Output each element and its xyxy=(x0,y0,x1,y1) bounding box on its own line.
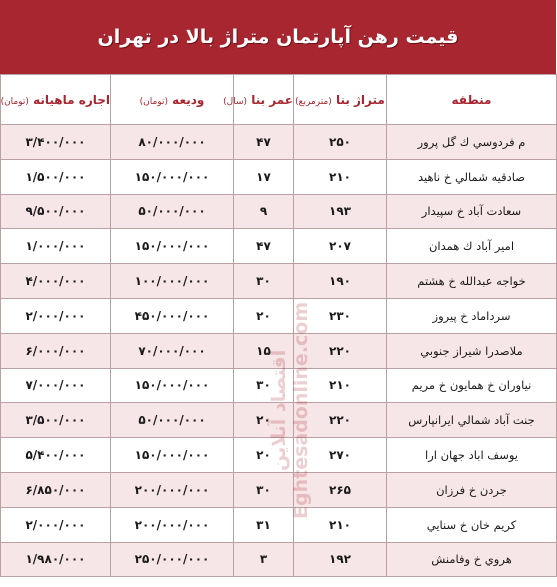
region-cell: خواجه عبدالله خ هشتم xyxy=(387,264,557,299)
region-cell: امير آباد ك همدان xyxy=(387,229,557,264)
area-cell: ۲۶۵ xyxy=(294,472,387,507)
header-region-label: منطقه xyxy=(451,92,492,107)
age-cell: ۳۱ xyxy=(234,507,294,542)
region-cell: سعادت آباد خ سپيدار xyxy=(387,194,557,229)
table-row xyxy=(1,403,557,438)
rent-cell: ۲/۰۰۰/۰۰۰ xyxy=(1,507,111,542)
deposit-cell: ۱۵۰/۰۰۰/۰۰۰ xyxy=(111,368,234,403)
deposit-cell: ۱۰۰/۰۰۰/۰۰۰ xyxy=(111,264,234,299)
watermark-latin: Eghtesadonline.com xyxy=(290,301,312,519)
deposit-cell: ۷۰/۰۰۰/۰۰۰ xyxy=(111,333,234,368)
rent-cell: ۶/۸۵۰/۰۰۰ xyxy=(1,472,111,507)
area-cell: ۲۷۰ xyxy=(294,438,387,473)
table-row xyxy=(1,298,557,333)
age-cell: ۱۷ xyxy=(234,159,294,194)
area-cell: ۲۱۰ xyxy=(294,159,387,194)
price-table xyxy=(0,74,557,577)
region-cell: جردن خ فرزان xyxy=(387,472,557,507)
area-cell: ۲۳۰ xyxy=(294,298,387,333)
area-cell: ۲۰۷ xyxy=(294,229,387,264)
title-bar xyxy=(0,0,556,74)
header-age xyxy=(223,75,294,125)
deposit-cell: ۴۵۰/۰۰۰/۰۰۰ xyxy=(111,298,234,333)
region-cell: كريم خان خ سنايي xyxy=(387,507,557,542)
age-cell: ۳۰ xyxy=(234,368,294,403)
age-cell: ۴۷ xyxy=(234,229,294,264)
deposit-cell: ۱۵۰/۰۰۰/۰۰۰ xyxy=(111,229,234,264)
age-cell: ۲۰ xyxy=(234,298,294,333)
header-deposit xyxy=(111,75,234,125)
deposit-cell: ۱۵۰/۰۰۰/۰۰۰ xyxy=(111,438,234,473)
rent-cell: ۷/۰۰۰/۰۰۰ xyxy=(1,368,111,403)
table-row xyxy=(1,507,557,542)
deposit-cell: ۵۰/۰۰۰/۰۰۰ xyxy=(111,403,234,438)
age-cell: ۳۰ xyxy=(234,472,294,507)
region-cell: هروي خ وفامنش xyxy=(387,542,557,577)
table-row xyxy=(1,264,557,299)
table-row xyxy=(1,159,557,194)
deposit-cell: ۱۵۰/۰۰۰/۰۰۰ xyxy=(111,159,234,194)
deposit-cell: ۲۰۰/۰۰۰/۰۰۰ xyxy=(111,472,234,507)
area-cell: ۲۲۰ xyxy=(294,333,387,368)
table-row xyxy=(1,333,557,368)
rent-cell: ۶/۰۰۰/۰۰۰ xyxy=(1,333,111,368)
rent-cell: ۴/۰۰۰/۰۰۰ xyxy=(1,264,111,299)
header-area xyxy=(294,75,387,125)
deposit-cell: ۲۰۰/۰۰۰/۰۰۰ xyxy=(111,507,234,542)
region-cell: صادقيه شمالي خ ناهيد xyxy=(387,159,557,194)
area-cell: ۱۹۰ xyxy=(294,264,387,299)
table-row xyxy=(1,125,557,160)
rent-cell: ۱/۵۰۰/۰۰۰ xyxy=(1,159,111,194)
age-cell: ۲۰ xyxy=(234,438,294,473)
age-cell: ۳ xyxy=(234,542,294,577)
header-row xyxy=(1,75,557,125)
rent-cell: ۳/۴۰۰/۰۰۰ xyxy=(1,125,111,160)
area-cell: ۱۹۲ xyxy=(294,542,387,577)
rent-cell: ۱/۹۸۰/۰۰۰ xyxy=(1,542,111,577)
area-cell: ۲۵۰ xyxy=(294,125,387,160)
table-row xyxy=(1,229,557,264)
table-row xyxy=(1,542,557,577)
age-cell: ۲۰ xyxy=(234,403,294,438)
area-cell: ۱۹۳ xyxy=(294,194,387,229)
rent-cell: ۹/۵۰۰/۰۰۰ xyxy=(1,194,111,229)
header-area-label: متراژ بنا xyxy=(335,92,385,107)
area-cell: ۲۱۰ xyxy=(294,368,387,403)
region-cell: جنت آباد شمالي ايرانپارس xyxy=(387,403,557,438)
table-row xyxy=(1,438,557,473)
region-cell: ملاصدرا شيراز جنوبي xyxy=(387,333,557,368)
header-rent-unit: (تومان) xyxy=(0,96,29,107)
region-cell: يوسف اباد جهان ارا xyxy=(387,438,557,473)
deposit-cell: ۲۵۰/۰۰۰/۰۰۰ xyxy=(111,542,234,577)
table-row xyxy=(1,368,557,403)
header-deposit-unit: (تومان) xyxy=(139,96,168,107)
header-age-unit: (سال) xyxy=(223,96,248,107)
region-cell: م فردوسي ك گل پرور xyxy=(387,125,557,160)
age-cell: ۹ xyxy=(234,194,294,229)
deposit-cell: ۵۰/۰۰۰/۰۰۰ xyxy=(111,194,234,229)
rent-cell: ۲/۰۰۰/۰۰۰ xyxy=(1,298,111,333)
table-row xyxy=(1,194,557,229)
rent-cell: ۱/۰۰۰/۰۰۰ xyxy=(1,229,111,264)
age-cell: ۳۰ xyxy=(234,264,294,299)
area-cell: ۲۱۰ xyxy=(294,507,387,542)
deposit-cell: ۸۰/۰۰۰/۰۰۰ xyxy=(111,125,234,160)
header-region xyxy=(387,75,557,125)
header-rent-label: اجاره ماهیانه xyxy=(33,92,110,107)
header-area-unit: (مترمربع) xyxy=(295,96,332,107)
age-cell: ۴۷ xyxy=(234,125,294,160)
area-cell: ۲۲۰ xyxy=(294,403,387,438)
region-cell: نياوران خ همايون خ مريم xyxy=(387,368,557,403)
watermark-persian: اقتصاد آنلاین xyxy=(268,349,290,471)
region-cell: سرداماد خ پيروز xyxy=(387,298,557,333)
rent-cell: ۵/۴۰۰/۰۰۰ xyxy=(1,438,111,473)
age-cell: ۱۵ xyxy=(234,333,294,368)
header-rent xyxy=(1,75,111,125)
header-age-label: عمر بنا xyxy=(251,92,293,107)
page-title: قیمت رهن آپارتمان متراژ بالا در تهران xyxy=(97,26,459,48)
header-deposit-label: ودیعه xyxy=(172,92,205,107)
rent-cell: ۳/۵۰۰/۰۰۰ xyxy=(1,403,111,438)
table-row xyxy=(1,472,557,507)
